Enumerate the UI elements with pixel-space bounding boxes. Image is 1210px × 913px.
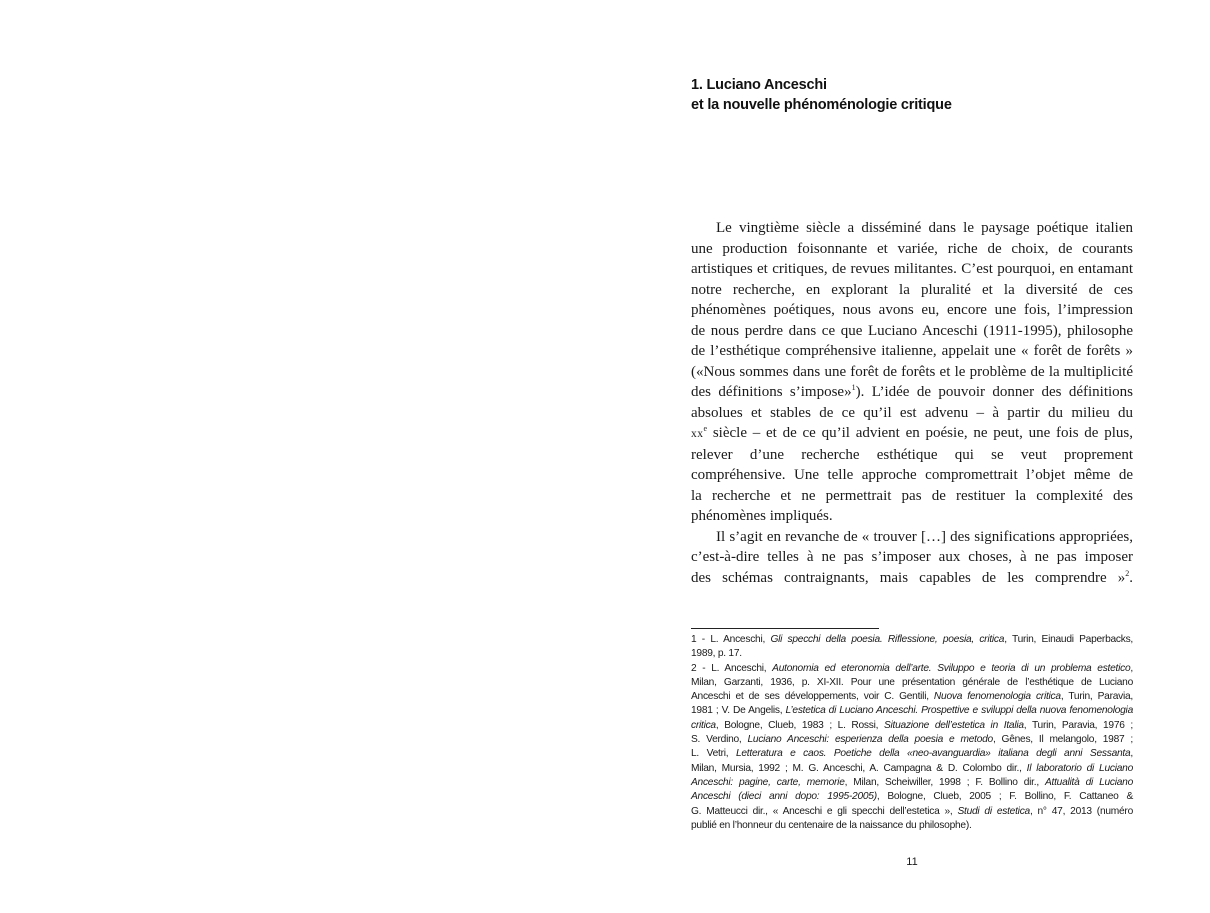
text-line: de nous perdre dans ce que Luciano Anceschi (1911-1995), philosophe (691, 322, 1133, 339)
footnote-1 (691, 633, 1133, 662)
footnote-line (691, 719, 1133, 733)
footnote-line: publié en l’honneur du centenaire de la naissance du philosophe). (691, 819, 972, 831)
text-fragment: , Bologne, Clueb, 1983 ; L. Rossi, (715, 719, 884, 731)
text-fragment: 1981 ; V. De Angelis, (691, 705, 786, 717)
text-fragment: , Turin, Paravia, 1976 ; (1023, 719, 1134, 731)
text-line: artistiques et critiques, de revues militantes. C’est pourquoi, en entamant (691, 261, 1133, 277)
book-title: Letteratura e caos. Poetiche della «neo-avanguardia» italiana degli anni Sessanta (735, 748, 1131, 760)
footnote-line (691, 690, 1133, 704)
text-line: phénomènes impliqués. (691, 508, 833, 524)
text-line: c’est-à-dire telles à ne pas s’imposer aux choses, à ne pas imposer (691, 549, 1133, 565)
text-line: phénomènes poétiques, nous avons eu, encore une fois, l’impression (691, 302, 1133, 318)
book-title: Anceschi: pagine, carte, memorie (691, 776, 845, 788)
footnote-line: Milan, Garzanti, 1936, p. XI-XII. Pour une présentation générale de l’esthétique de Luciano (691, 676, 1133, 688)
text-fragment: ). L’idée de pouvoir donner des définitions (855, 384, 1133, 400)
text-fragment: L. Vetri, (691, 748, 736, 760)
footnote-line (691, 747, 1133, 761)
text-fragment: siècle – et de ce qu’il advient en poésie, ne peut, une fois de plus, (707, 425, 1133, 441)
footnote-line (691, 633, 1133, 647)
text-fragment: G. Matteucci dir., « Anceschi e gli specchi dell’estetica », (691, 805, 958, 817)
text-line: («Nous sommes dans une forêt de forêts et le problème de la multiplicité (691, 363, 1133, 380)
text-fragment: , Milan, Scheiwiller, 1998 ; F. Bollino dir., (844, 776, 1045, 788)
book-title: Attualità di Luciano (1044, 776, 1134, 788)
text-line: la recherche et ne permettrait pas de restituer la complexité des (691, 487, 1133, 504)
book-page (691, 0, 1133, 913)
book-title: Autonomia ed eteronomia dell’arte. Sviluppo e teoria di un problema estetico (772, 662, 1131, 674)
text-line: une production foisonnante et variée, riche de choix, de courants (691, 240, 1133, 257)
text-fragment: , (1130, 662, 1133, 674)
footnote-ref-1[interactable]: 1 (851, 383, 856, 392)
text-fragment: S. Verdino, (691, 734, 748, 746)
text-fragment: , (1130, 748, 1133, 760)
book-title: critica (691, 719, 716, 731)
text-line: de l’esthétique compréhensive italienne, appelait une « forêt de forêts » (691, 343, 1133, 359)
footnote-ref-2[interactable]: 2 (1125, 568, 1130, 578)
book-title: Il laboratorio di Luciano (1026, 762, 1133, 774)
text-line: relever d’une recherche esthétique qui se veut proprement (691, 446, 1133, 463)
page-number: 11 (906, 856, 918, 868)
footnote-line (691, 790, 1133, 804)
text-fragment: , Turin, Einaudi Paperbacks, (1004, 634, 1134, 645)
text-fragment: des définitions s’impose» (691, 384, 852, 400)
book-title: Nuova fenomenologia critica (933, 691, 1061, 703)
text-fragment: 1 - L. Anceschi, (691, 634, 771, 645)
footnote-line (691, 805, 1133, 819)
chapter-title-line-1: 1. Luciano Anceschi (691, 77, 827, 93)
footnote-line (691, 704, 1133, 718)
text-line: compréhensive. Une telle approche compromettrait l’objet même de (691, 467, 1133, 483)
footnotes (691, 633, 1133, 833)
text-fragment: Milan, Mursia, 1992 ; M. G. Anceschi, A. Campagna & D. Colombo dir., (691, 762, 1027, 774)
footnote-line (691, 776, 1133, 790)
book-title: Studi di estetica (957, 805, 1030, 817)
text-line: notre recherche, en explorant la pluralité et la diversité de ces (691, 281, 1133, 298)
text-fragment: des schémas contraignants, mais capables de les comprendre » (691, 569, 1126, 586)
text-line: absolues et stables de ce qu’il est advenu – à partir du milieu du (691, 404, 1133, 421)
footnote-line (691, 733, 1133, 747)
text-line: Le vingtième siècle a disséminé dans le paysage poétique italien (716, 220, 1133, 236)
paragraph-1 (691, 218, 1133, 527)
chapter-title (691, 75, 1133, 115)
text-fragment: Anceschi et de ses développements, voir C. Gentili, (691, 691, 934, 703)
book-title: Gli specchi della poesia. Riflessione, poesia, critica (770, 634, 1005, 645)
text-fragment: . (1129, 569, 1133, 586)
footnote-2 (691, 662, 1133, 834)
footnote-line: 1989, p. 17. (691, 648, 742, 660)
text-fragment: 2 - L. Anceschi, (691, 662, 773, 674)
century-superscript: e (703, 424, 708, 433)
footnote-line (691, 662, 1133, 676)
book-title: Luciano Anceschi: esperienza della poesia e metodo (747, 734, 993, 746)
book-title: Situazione dell’estetica in Italia (883, 719, 1024, 731)
chapter-title-line-2: et la nouvelle phénoménologie critique (691, 97, 952, 113)
footnote-separator (691, 628, 879, 629)
text-line (691, 423, 1133, 445)
text-line (691, 382, 1133, 403)
text-line (691, 568, 1133, 589)
book-title: L’estetica di Luciano Anceschi. Prospettive e sviluppi della nuova fenomenologia (785, 705, 1133, 717)
century-numeral: xx (691, 428, 704, 440)
footnote-line (691, 762, 1133, 776)
body-text (691, 218, 1133, 588)
text-fragment: , Bologne, Clueb, 2005 ; F. Bollino, F. Cattaneo & (876, 791, 1133, 803)
paragraph-2 (691, 527, 1133, 589)
text-line: Il s’agit en revanche de « trouver […] des significations appropriées, (716, 528, 1133, 545)
text-fragment: , Turin, Paravia, (1060, 691, 1133, 703)
text-fragment: , Gênes, Il melangolo, 1987 ; (992, 734, 1134, 746)
text-fragment: , n° 47, 2013 (numéro (1029, 805, 1133, 817)
book-title: Anceschi (dieci anni dopo: 1995-2005) (691, 791, 877, 803)
